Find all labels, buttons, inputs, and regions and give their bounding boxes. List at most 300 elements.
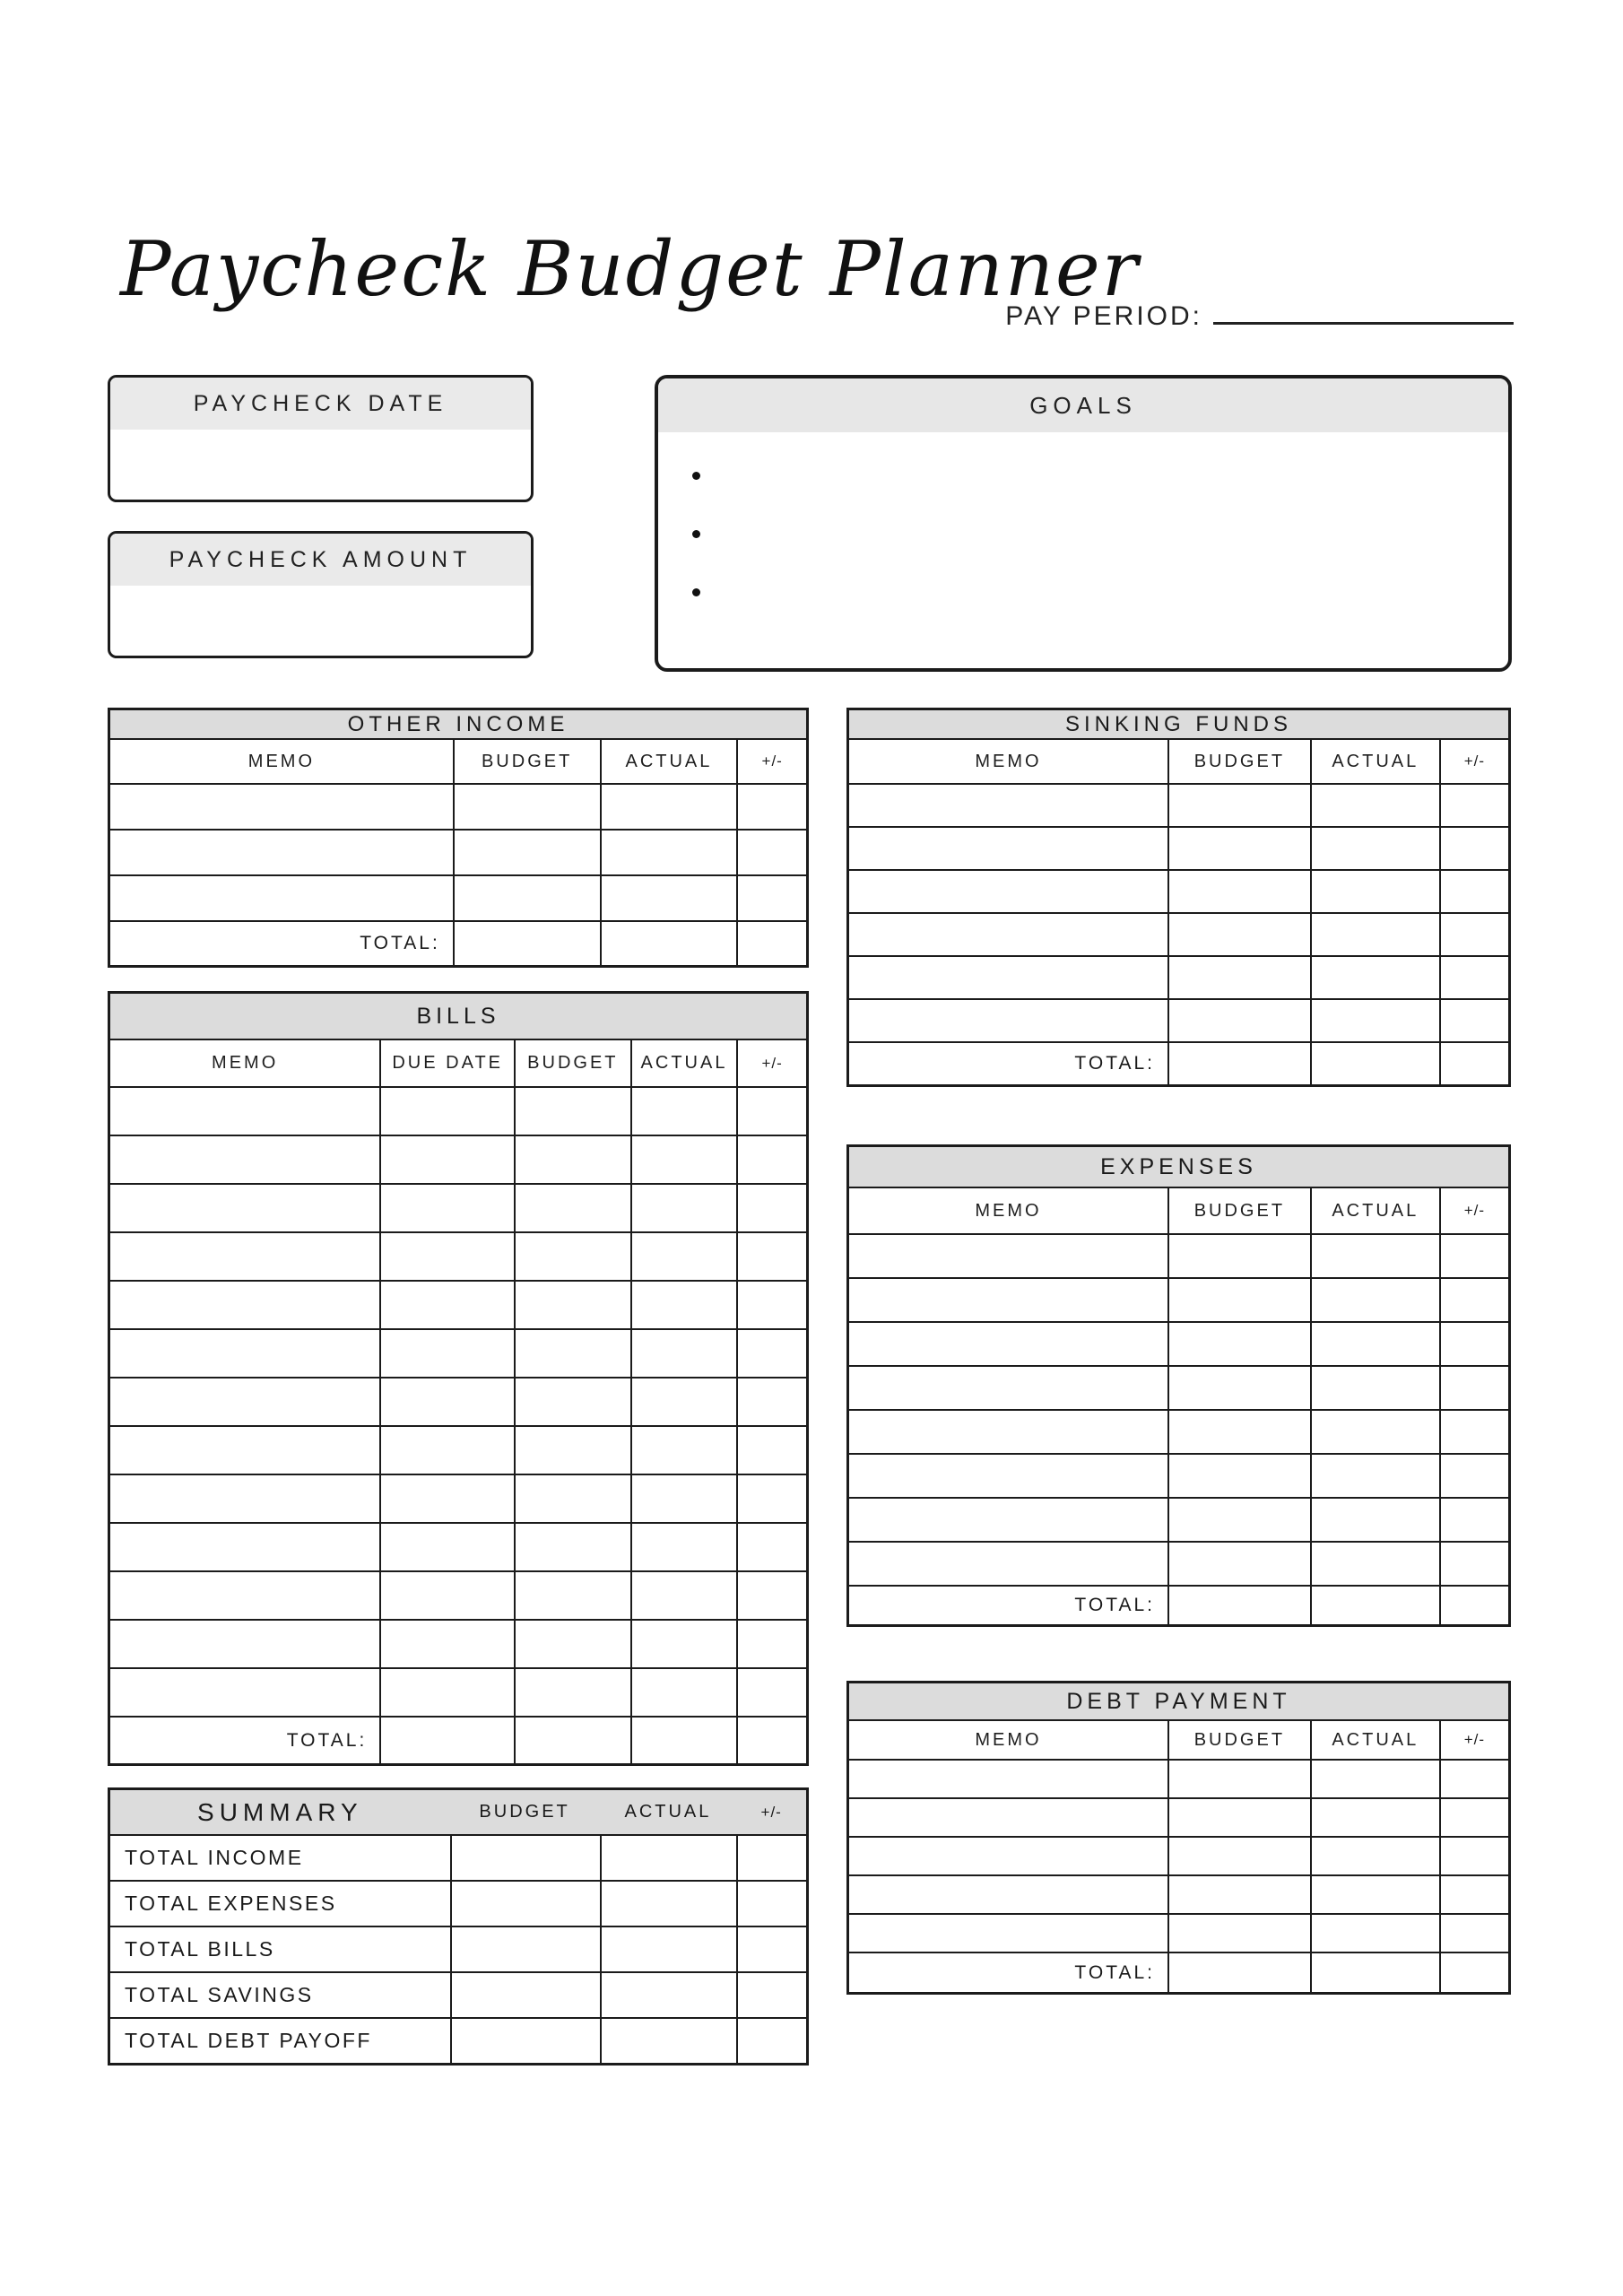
table-row xyxy=(849,1321,1508,1365)
column-header: MEMO xyxy=(975,1200,1042,1221)
empty-cell xyxy=(849,1455,1167,1497)
empty-cell xyxy=(514,1378,630,1425)
table-title-band xyxy=(110,994,806,1040)
empty-cell xyxy=(1310,1876,1439,1913)
empty-cell xyxy=(450,1973,600,2017)
empty-cell xyxy=(849,1543,1167,1585)
empty-cell xyxy=(1167,1543,1310,1585)
empty-cell xyxy=(514,1621,630,1667)
empty-cell xyxy=(110,1669,379,1716)
empty-cell xyxy=(110,785,453,829)
table-row xyxy=(849,826,1508,869)
table-row xyxy=(849,1874,1508,1913)
empty-cell xyxy=(1439,1323,1508,1365)
empty-cell xyxy=(630,1427,737,1474)
column-header: ACTUAL xyxy=(630,1040,737,1086)
empty-cell xyxy=(736,922,806,965)
row-label-cell: TOTAL INCOME xyxy=(125,1846,304,1869)
empty-cell xyxy=(849,957,1167,998)
column-header: ACTUAL xyxy=(624,1802,712,1822)
column-header: ACTUAL xyxy=(1310,1188,1439,1233)
empty-cell xyxy=(450,2019,600,2063)
empty-cell xyxy=(1310,914,1439,955)
table-row xyxy=(849,1759,1508,1797)
table-header-row xyxy=(849,1721,1508,1759)
empty-cell xyxy=(379,1088,514,1135)
table-row xyxy=(110,1280,806,1328)
column-header: MEMO xyxy=(247,751,315,771)
total-label: TOTAL: xyxy=(286,1729,368,1751)
goal-bullet xyxy=(692,472,700,480)
total-label: TOTAL: xyxy=(360,933,440,953)
empty-cell xyxy=(736,1718,806,1763)
empty-cell xyxy=(736,1927,806,1971)
empty-cell xyxy=(1310,1279,1439,1321)
empty-cell xyxy=(1167,957,1310,998)
empty-cell xyxy=(1310,1411,1439,1453)
empty-cell xyxy=(630,1475,737,1522)
empty-cell xyxy=(514,1233,630,1280)
empty-cell xyxy=(1439,871,1508,912)
table-title-band xyxy=(110,710,806,740)
table-row xyxy=(110,783,806,829)
summary-table xyxy=(108,1787,809,2066)
table-header-row xyxy=(849,1188,1508,1233)
column-header: BUDGET xyxy=(1167,740,1310,783)
empty-cell xyxy=(1439,914,1508,955)
goals-bullet-list xyxy=(692,472,1508,596)
empty-cell xyxy=(736,1136,806,1183)
empty-cell xyxy=(600,785,737,829)
empty-cell xyxy=(514,1669,630,1716)
empty-cell xyxy=(1310,1499,1439,1541)
empty-cell xyxy=(379,1718,514,1763)
empty-cell xyxy=(1439,1799,1508,1836)
empty-cell xyxy=(600,876,737,920)
empty-cell xyxy=(736,876,806,920)
empty-cell xyxy=(514,1185,630,1231)
total-row xyxy=(849,1585,1508,1624)
empty-cell xyxy=(379,1475,514,1522)
empty-cell xyxy=(1310,785,1439,826)
table-row xyxy=(849,912,1508,955)
left-column xyxy=(108,708,809,2066)
empty-cell xyxy=(736,1621,806,1667)
table-row xyxy=(110,1377,806,1425)
paycheck-amount-box xyxy=(108,531,534,658)
bills-table xyxy=(108,991,809,1766)
table-title-band xyxy=(110,1790,806,1834)
empty-cell xyxy=(110,1136,379,1183)
empty-cell xyxy=(1310,1915,1439,1952)
empty-cell xyxy=(1439,1367,1508,1409)
empty-cell xyxy=(1439,1000,1508,1041)
empty-cell xyxy=(379,1524,514,1570)
empty-cell xyxy=(600,1973,737,2017)
empty-cell xyxy=(1167,828,1310,869)
paycheck-boxes xyxy=(108,375,534,658)
empty-cell xyxy=(600,1927,737,1971)
table-row xyxy=(849,1913,1508,1952)
empty-cell xyxy=(514,1282,630,1328)
paycheck-date-box xyxy=(108,375,534,502)
column-header: BUDGET xyxy=(1167,1188,1310,1233)
column-header-cell xyxy=(600,1790,737,1834)
empty-cell xyxy=(736,831,806,874)
table-row xyxy=(110,1425,806,1474)
table-row xyxy=(849,783,1508,826)
column-header: +/- xyxy=(1439,1188,1508,1233)
empty-cell xyxy=(379,1282,514,1328)
goal-bullet xyxy=(692,588,700,596)
empty-cell xyxy=(1439,1876,1508,1913)
empty-cell xyxy=(849,828,1167,869)
table-row xyxy=(849,1497,1508,1541)
empty-cell xyxy=(110,1524,379,1570)
paycheck-date-label: PAYCHECK DATE xyxy=(110,378,531,430)
table-title: OTHER INCOME xyxy=(347,711,569,736)
table-row xyxy=(849,1453,1508,1497)
empty-cell xyxy=(849,1411,1167,1453)
column-header: +/- xyxy=(736,740,806,783)
empty-cell xyxy=(1310,871,1439,912)
empty-cell xyxy=(1167,1455,1310,1497)
table-row xyxy=(849,1365,1508,1409)
table-header-row xyxy=(110,1040,806,1086)
empty-cell xyxy=(1439,1543,1508,1585)
row-label-cell: TOTAL SAVINGS xyxy=(125,1983,314,2006)
empty-cell xyxy=(736,1572,806,1619)
pay-period-label: PAY PERIOD: xyxy=(1005,301,1202,331)
empty-cell xyxy=(379,1427,514,1474)
empty-cell xyxy=(379,1378,514,1425)
empty-cell xyxy=(110,1475,379,1522)
empty-cell xyxy=(600,1882,737,1926)
empty-cell xyxy=(849,1279,1167,1321)
total-row xyxy=(849,1041,1508,1084)
total-row xyxy=(110,920,806,965)
empty-cell xyxy=(1439,828,1508,869)
empty-cell xyxy=(453,831,600,874)
empty-cell xyxy=(849,1367,1167,1409)
column-header: +/- xyxy=(736,1040,806,1086)
right-column xyxy=(846,708,1511,2066)
page-header xyxy=(108,226,1514,352)
column-header: MEMO xyxy=(975,751,1042,771)
empty-cell xyxy=(1439,1043,1508,1084)
empty-cell xyxy=(1310,1761,1439,1797)
row-label-cell: TOTAL DEBT PAYOFF xyxy=(125,2029,372,2052)
table-title: SINKING FUNDS xyxy=(1064,711,1292,736)
empty-cell xyxy=(1167,1499,1310,1541)
empty-cell xyxy=(630,1282,737,1328)
empty-cell xyxy=(849,1876,1167,1913)
table-row xyxy=(110,1328,806,1377)
table-title-band xyxy=(849,710,1508,740)
empty-cell xyxy=(630,1136,737,1183)
empty-cell xyxy=(110,1572,379,1619)
table-row xyxy=(110,1834,806,1880)
table-row xyxy=(110,1086,806,1135)
total-label: TOTAL: xyxy=(1074,1595,1155,1615)
empty-cell xyxy=(1310,1367,1439,1409)
empty-cell xyxy=(736,1836,806,1880)
column-header: MEMO xyxy=(975,1729,1042,1750)
empty-cell xyxy=(1167,1323,1310,1365)
debt-payment-table xyxy=(846,1681,1511,1995)
empty-cell xyxy=(736,1973,806,2017)
table-row xyxy=(110,1474,806,1522)
table-row xyxy=(849,998,1508,1041)
column-header: BUDGET xyxy=(453,740,600,783)
empty-cell xyxy=(1167,1411,1310,1453)
table-row xyxy=(110,1522,806,1570)
empty-cell xyxy=(379,1185,514,1231)
table-row xyxy=(849,1541,1508,1585)
empty-cell xyxy=(1439,1761,1508,1797)
table-title: SUMMARY xyxy=(197,1797,363,1826)
column-header: ACTUAL xyxy=(1310,740,1439,783)
empty-cell xyxy=(736,1233,806,1280)
empty-cell xyxy=(1167,1367,1310,1409)
table-row xyxy=(110,1619,806,1667)
empty-cell xyxy=(1167,785,1310,826)
empty-cell xyxy=(514,1524,630,1570)
empty-cell xyxy=(453,785,600,829)
empty-cell xyxy=(1167,1915,1310,1952)
column-header: DUE DATE xyxy=(379,1040,514,1086)
table-row xyxy=(110,1570,806,1619)
empty-cell xyxy=(1167,1279,1310,1321)
empty-cell xyxy=(1310,1953,1439,1992)
column-header: BUDGET xyxy=(1167,1721,1310,1759)
empty-cell xyxy=(450,1882,600,1926)
column-header: ACTUAL xyxy=(600,740,737,783)
empty-cell xyxy=(736,2019,806,2063)
table-row xyxy=(110,1231,806,1280)
table-row xyxy=(849,1797,1508,1836)
empty-cell xyxy=(736,1524,806,1570)
paycheck-amount-label: PAYCHECK AMOUNT xyxy=(110,534,531,586)
empty-cell xyxy=(110,1233,379,1280)
empty-cell xyxy=(736,1378,806,1425)
empty-cell xyxy=(514,1136,630,1183)
table-row xyxy=(849,1277,1508,1321)
empty-cell xyxy=(736,1669,806,1716)
table-header-row xyxy=(849,740,1508,783)
empty-cell xyxy=(849,785,1167,826)
column-header: +/- xyxy=(1439,740,1508,783)
table-title: BILLS xyxy=(416,1003,500,1029)
empty-cell xyxy=(630,1669,737,1716)
empty-cell xyxy=(849,1323,1167,1365)
empty-cell xyxy=(630,1572,737,1619)
empty-cell xyxy=(514,1088,630,1135)
pay-period-blank-line xyxy=(1213,321,1514,325)
empty-cell xyxy=(379,1572,514,1619)
empty-cell xyxy=(1310,828,1439,869)
empty-cell xyxy=(1310,1323,1439,1365)
empty-cell xyxy=(379,1330,514,1377)
empty-cell xyxy=(630,1088,737,1135)
empty-cell xyxy=(849,1000,1167,1041)
empty-cell xyxy=(1167,871,1310,912)
empty-cell xyxy=(453,876,600,920)
empty-cell xyxy=(1439,1953,1508,1992)
sinking-funds-table xyxy=(846,708,1511,1087)
empty-cell xyxy=(630,1185,737,1231)
empty-cell xyxy=(849,1761,1167,1797)
table-row xyxy=(849,1409,1508,1453)
table-title-cell xyxy=(110,1790,450,1834)
empty-cell xyxy=(1167,1761,1310,1797)
empty-cell xyxy=(630,1330,737,1377)
empty-cell xyxy=(736,1427,806,1474)
column-header: BUDGET xyxy=(514,1040,630,1086)
empty-cell xyxy=(1439,1279,1508,1321)
empty-cell xyxy=(849,1838,1167,1874)
goals-title: GOALS xyxy=(658,378,1508,432)
empty-cell xyxy=(110,1185,379,1231)
table-row xyxy=(849,869,1508,912)
empty-cell xyxy=(1310,1838,1439,1874)
table-title: DEBT PAYMENT xyxy=(1066,1688,1291,1714)
empty-cell xyxy=(110,831,453,874)
table-title: EXPENSES xyxy=(1100,1153,1257,1179)
empty-cell xyxy=(1167,1799,1310,1836)
empty-cell xyxy=(1439,785,1508,826)
table-row xyxy=(110,1135,806,1183)
empty-cell xyxy=(849,1235,1167,1277)
empty-cell xyxy=(1310,1587,1439,1624)
total-row xyxy=(849,1952,1508,1992)
empty-cell xyxy=(736,1330,806,1377)
empty-cell xyxy=(1310,1235,1439,1277)
empty-cell xyxy=(379,1136,514,1183)
empty-cell xyxy=(110,1427,379,1474)
empty-cell xyxy=(736,1185,806,1231)
empty-cell xyxy=(849,1799,1167,1836)
table-title-band xyxy=(849,1147,1508,1188)
table-row xyxy=(110,874,806,920)
empty-cell xyxy=(1310,1043,1439,1084)
column-header: +/- xyxy=(1439,1721,1508,1759)
empty-cell xyxy=(110,1282,379,1328)
empty-cell xyxy=(514,1718,630,1763)
total-label: TOTAL: xyxy=(1074,1053,1155,1074)
table-row xyxy=(110,1667,806,1716)
column-header-cell xyxy=(450,1790,600,1834)
empty-cell xyxy=(1439,1587,1508,1624)
column-header: MEMO xyxy=(212,1053,279,1073)
empty-cell xyxy=(450,1836,600,1880)
table-row xyxy=(849,1233,1508,1277)
table-row xyxy=(849,1836,1508,1874)
total-label: TOTAL: xyxy=(1074,1961,1155,1983)
empty-cell xyxy=(736,1475,806,1522)
empty-cell xyxy=(736,1088,806,1135)
empty-cell xyxy=(1167,1838,1310,1874)
empty-cell xyxy=(849,1915,1167,1952)
empty-cell xyxy=(1439,1838,1508,1874)
goal-bullet xyxy=(692,530,700,538)
empty-cell xyxy=(110,1378,379,1425)
empty-cell xyxy=(110,876,453,920)
empty-cell xyxy=(630,1718,737,1763)
empty-cell xyxy=(736,785,806,829)
table-row xyxy=(110,1183,806,1231)
empty-cell xyxy=(849,914,1167,955)
empty-cell xyxy=(1439,1915,1508,1952)
expenses-table xyxy=(846,1144,1511,1627)
empty-cell xyxy=(1167,1043,1310,1084)
empty-cell xyxy=(379,1233,514,1280)
empty-cell xyxy=(630,1621,737,1667)
empty-cell xyxy=(379,1669,514,1716)
empty-cell xyxy=(110,1621,379,1667)
table-row xyxy=(110,2017,806,2063)
empty-cell xyxy=(736,1282,806,1328)
table-columns xyxy=(108,708,1514,2066)
column-header: +/- xyxy=(760,1803,782,1821)
empty-cell xyxy=(514,1330,630,1377)
table-row xyxy=(110,1971,806,2017)
empty-cell xyxy=(1310,1455,1439,1497)
empty-cell xyxy=(600,922,737,965)
empty-cell xyxy=(110,1088,379,1135)
empty-cell xyxy=(514,1427,630,1474)
column-header: BUDGET xyxy=(479,1802,570,1822)
empty-cell xyxy=(1310,1543,1439,1585)
empty-cell xyxy=(1167,1587,1310,1624)
empty-cell xyxy=(453,922,600,965)
goals-box xyxy=(655,375,1512,672)
empty-cell xyxy=(600,831,737,874)
empty-cell xyxy=(600,1836,737,1880)
other-income-table xyxy=(108,708,809,968)
empty-cell xyxy=(379,1621,514,1667)
empty-cell xyxy=(1439,957,1508,998)
empty-cell xyxy=(849,871,1167,912)
empty-cell xyxy=(736,1882,806,1926)
info-row xyxy=(108,375,1514,672)
table-header-row xyxy=(110,740,806,783)
empty-cell xyxy=(630,1378,737,1425)
row-label-cell: TOTAL BILLS xyxy=(125,1937,275,1961)
empty-cell xyxy=(1310,1799,1439,1836)
column-header-cell xyxy=(736,1790,806,1834)
empty-cell xyxy=(1167,914,1310,955)
empty-cell xyxy=(1310,1000,1439,1041)
empty-cell xyxy=(1439,1499,1508,1541)
empty-cell xyxy=(600,2019,737,2063)
empty-cell xyxy=(1439,1411,1508,1453)
table-row xyxy=(110,829,806,874)
table-title-band xyxy=(849,1683,1508,1721)
empty-cell xyxy=(1439,1235,1508,1277)
empty-cell xyxy=(1439,1455,1508,1497)
empty-cell xyxy=(514,1475,630,1522)
empty-cell xyxy=(1167,1953,1310,1992)
empty-cell xyxy=(110,1330,379,1377)
column-header: ACTUAL xyxy=(1310,1721,1439,1759)
empty-cell xyxy=(1167,1000,1310,1041)
empty-cell xyxy=(1310,957,1439,998)
empty-cell xyxy=(514,1572,630,1619)
pay-period xyxy=(1005,301,1514,332)
total-row xyxy=(110,1716,806,1763)
table-row xyxy=(849,955,1508,998)
